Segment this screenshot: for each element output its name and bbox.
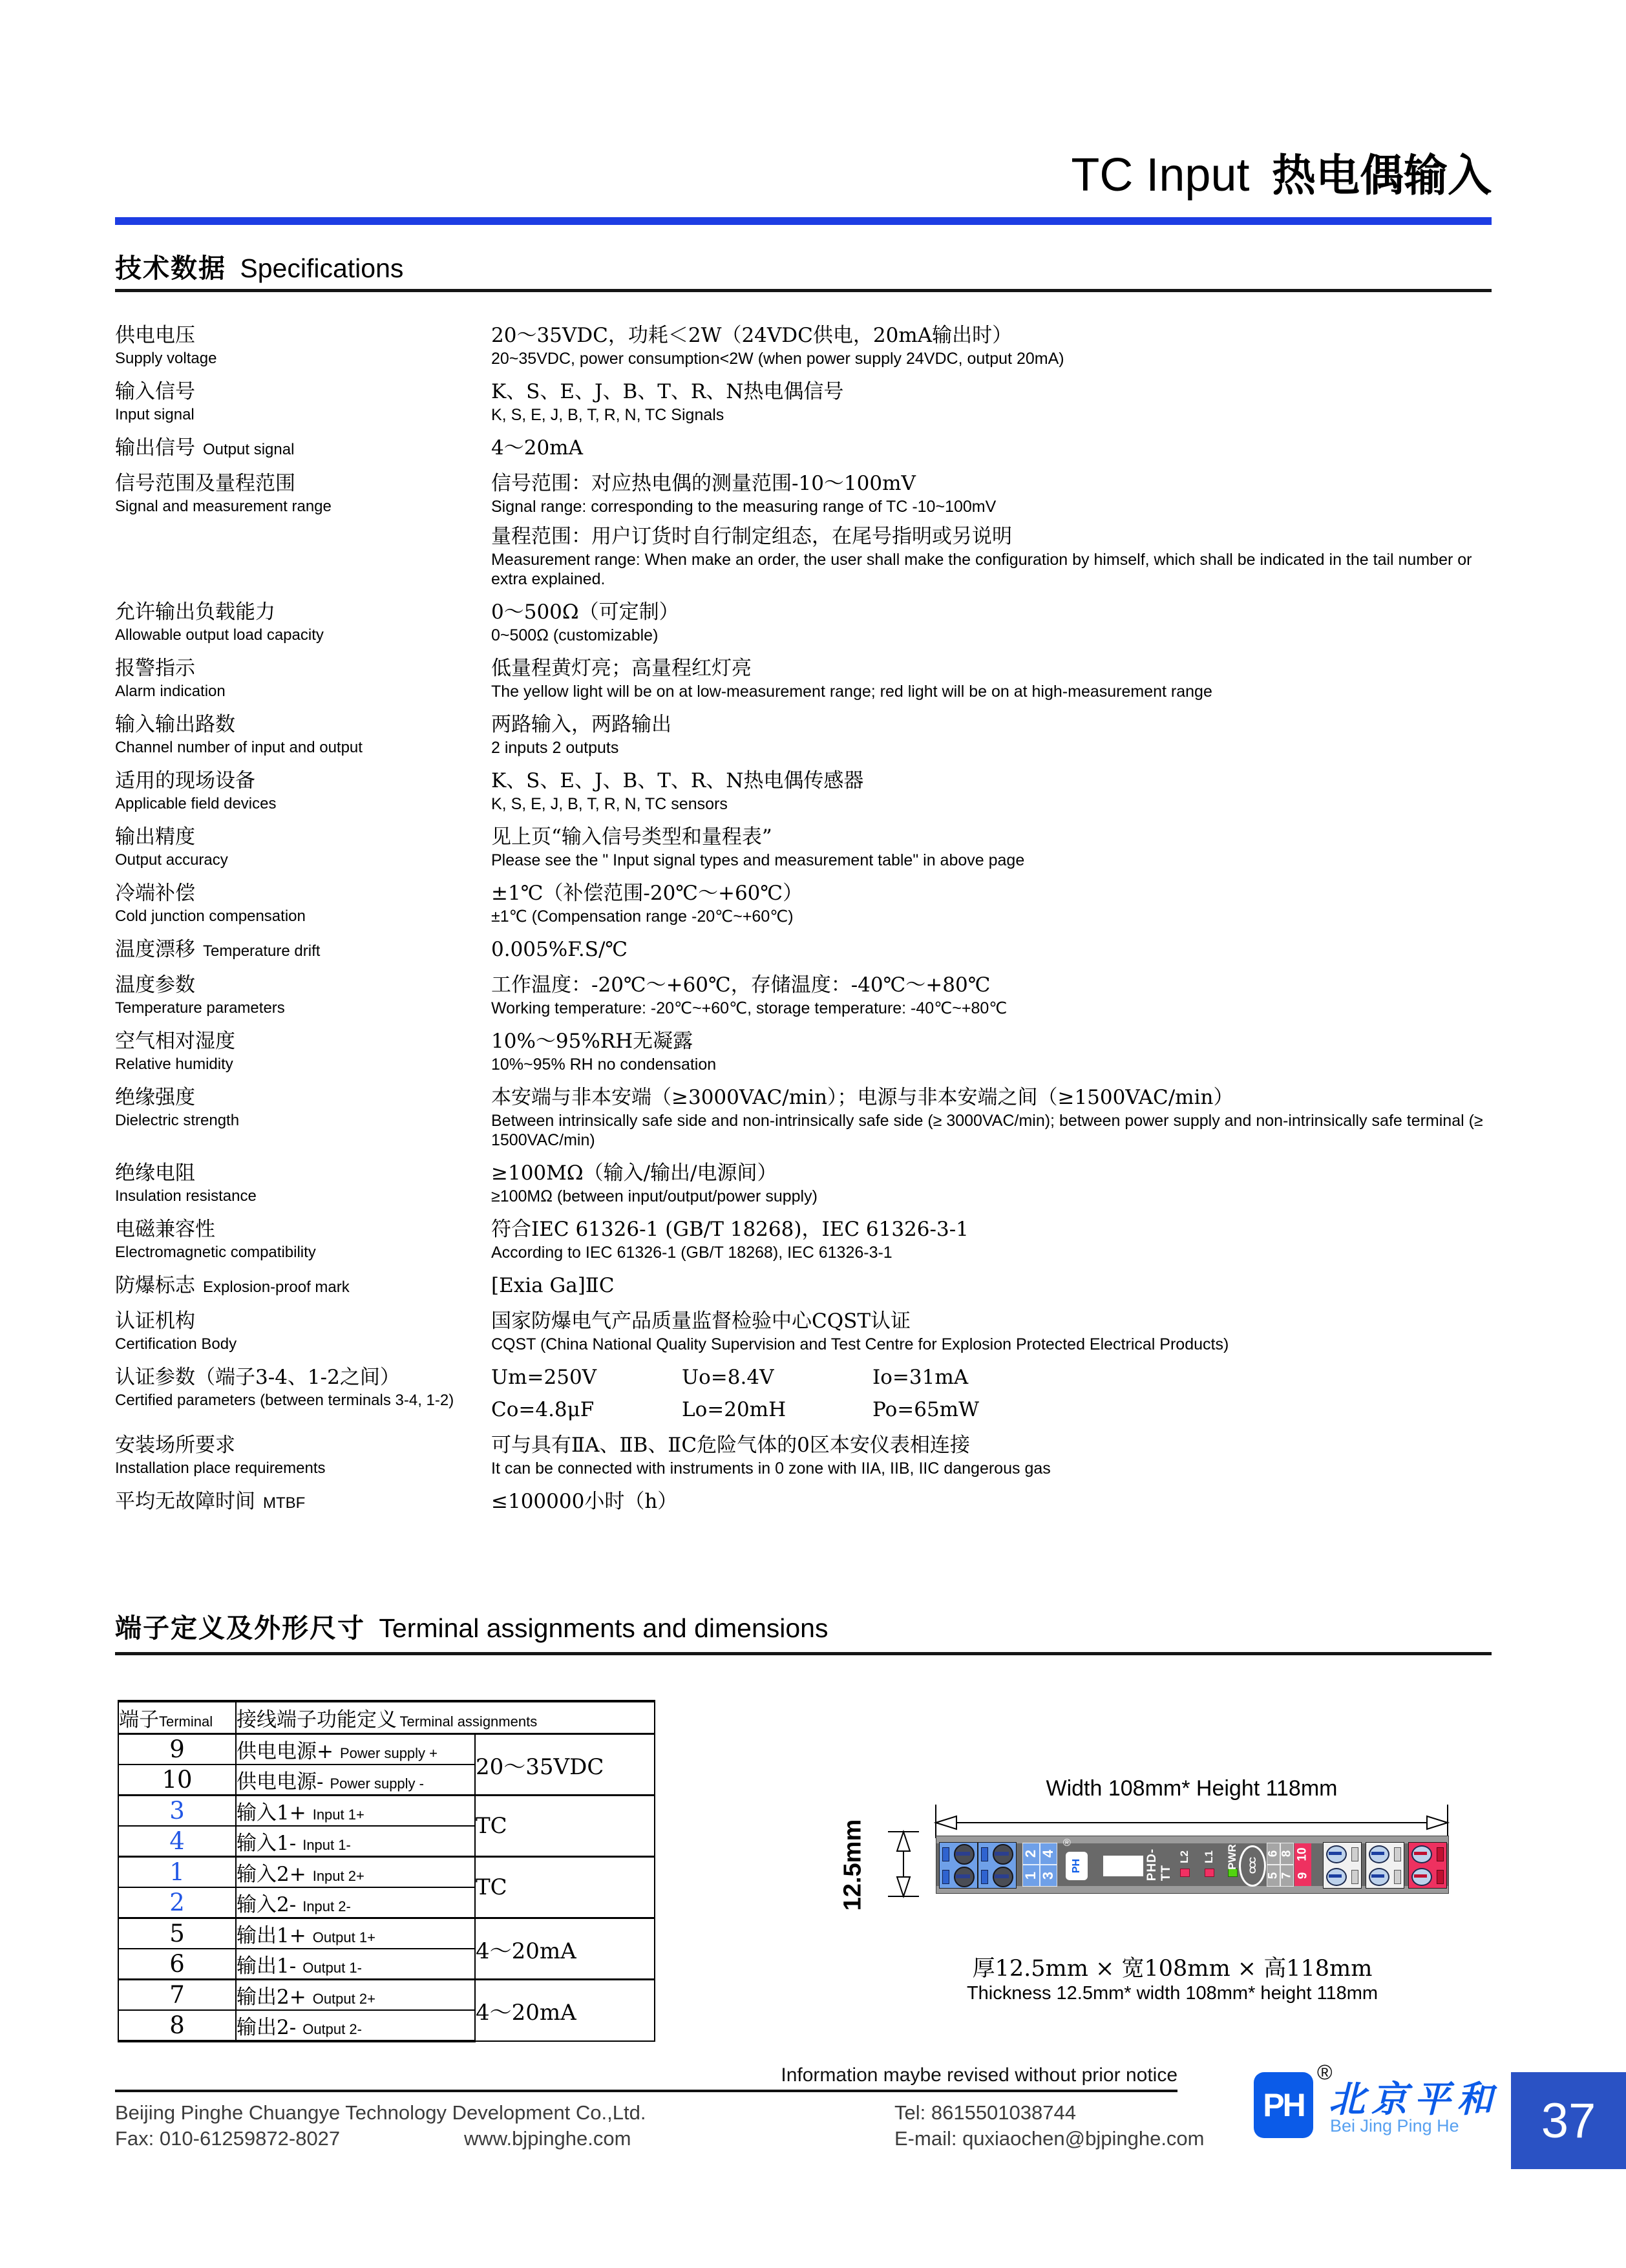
spec-value-cn: ±1℃（补偿范围-20℃～+60℃） (491, 882, 803, 905)
specifications-heading-cn: 技术数据 (115, 253, 226, 284)
spec-value-cn: 低量程黄灯亮；高量程红灯亮 (491, 657, 752, 680)
terminal-col2-cn: 接线端子功能定义 (237, 1708, 397, 1732)
spec-row-mtbf (115, 1489, 1511, 1514)
spec-value-cn: 两路输入，两路输出 (491, 713, 671, 736)
table-row (118, 1796, 655, 1827)
terminal-block-red (1408, 1842, 1447, 1889)
terminal-group-value: 4～20mA (475, 1980, 655, 2042)
terminal-group-value: 20～35VDC (475, 1734, 655, 1796)
terminal-screw (993, 1867, 1013, 1887)
terminal-func-cn: 输入2- (237, 1893, 297, 1916)
table-row (118, 1857, 655, 1888)
terminal-block-white (1366, 1842, 1404, 1889)
spec-row-temperature-drift (115, 937, 1511, 962)
terminal-number: 1 (118, 1857, 236, 1888)
terminal-number: 10 (118, 1765, 236, 1796)
spec-value-en: Please see the " Input signal types and measurement table" in above page (491, 851, 1025, 869)
terminal-number: 3 (118, 1796, 236, 1827)
terminal-number: 9 (118, 1734, 236, 1765)
terminal-block-white (1323, 1842, 1362, 1889)
spec-row-certified-parameters (115, 1365, 1511, 1422)
spec-label-cn: 绝缘电阻 (115, 1161, 195, 1185)
spec-value-cn: 见上页“输入信号类型和量程表” (491, 825, 772, 849)
led-l1: L1 (1200, 1836, 1218, 1891)
spec-value2-en: Measurement range: When make an order, the user shall make the configuration by himself, which shall be indicated in the tail number or extra explained. (491, 551, 1472, 588)
spec-value-cn: 本安端与非本安端（≥3000VAC/min）；电源与非本安端之间（≥1500VAC/min） (491, 1086, 1234, 1109)
spec-row-installation-place (115, 1433, 1511, 1478)
spec-label-en: Allowable output load capacity (115, 626, 324, 644)
spec-value-en: 0~500Ω (customizable) (491, 626, 659, 644)
spec-value-en: Working temperature: -20℃~+60℃, storage temperature: -40℃~+80℃ (491, 999, 1008, 1017)
spec-label-en: Signal and measurement range (115, 498, 332, 515)
wire-slot (1351, 1847, 1358, 1861)
width-dimension-arrow (931, 1801, 1453, 1841)
page-title (115, 141, 1492, 204)
terminal-func-en: Output 2- (302, 2021, 362, 2037)
terminal-screw (954, 1867, 975, 1887)
spec-label-cn: 供电电压 (115, 324, 195, 347)
spec-row-field-devices (115, 768, 1511, 814)
wire-slot (981, 1870, 988, 1884)
wire-slot (981, 1847, 988, 1861)
spec-value-en: Signal range: corresponding to the measuring range of TC -10~100mV (491, 498, 997, 516)
spec-row-dielectric-strength (115, 1085, 1511, 1150)
spec-row-temperature-parameters (115, 973, 1511, 1018)
spec-value-cn: K、S、E、J、B、T、R、N热电偶传感器 (491, 769, 864, 792)
spec-label-en: Certified parameters (between terminals 3-4, 1-2) (115, 1392, 454, 1409)
terminal-block-blue (939, 1842, 978, 1889)
terminals-heading (115, 1607, 1492, 1645)
spec-label-cn: 安装场所要求 (115, 1434, 235, 1457)
spec-value-cn: ≥100MΩ（输入/输出/电源间） (491, 1161, 777, 1185)
table-row (118, 1918, 655, 1949)
spec-label-cn: 冷端补偿 (115, 882, 195, 905)
footer-tel: Tel: 8615501038744 (894, 2101, 1076, 2124)
spec-value-en: 2 inputs 2 outputs (491, 739, 619, 757)
terminal-func-cn: 供电电源+ (237, 1740, 333, 1763)
wire-slot (1351, 1870, 1358, 1884)
title-accent-rule (115, 217, 1492, 225)
spec-label-cn: 适用的现场设备 (115, 769, 255, 792)
led-red-icon (1180, 1869, 1190, 1877)
spec-label-en: Supply voltage (115, 350, 217, 367)
cert-param-um: Um=250V (491, 1366, 597, 1389)
spec-value-en: 10%~95% RH no condensation (491, 1055, 717, 1074)
spec-label-en: Relative humidity (115, 1055, 233, 1073)
spec-label-en: Applicable field devices (115, 795, 277, 812)
spec-row-signal-range (115, 471, 1511, 589)
spec-label-cn: 信号范围及量程范围 (115, 472, 295, 495)
terminal-func-en: Power supply - (330, 1775, 424, 1792)
spec-value-cn: ≤100000小时（h） (491, 1490, 678, 1513)
terminal-func-en: Input 1- (302, 1837, 351, 1853)
device-power-terminal-numbers: 10 9 (1294, 1843, 1311, 1886)
terminal-group-value: TC (475, 1796, 655, 1857)
spec-value-cn: 符合IEC 61326-1 (GB/T 18268)，IEC 61326-3-1 (491, 1218, 969, 1241)
spec-value-en: ≥100MΩ (between input/output/power supply) (491, 1187, 818, 1205)
spec-label-en: Certification Body (115, 1335, 237, 1353)
spec-value-cn: 0～500Ω（可定制） (491, 600, 679, 624)
spec-value-cn: 4～20mA (491, 436, 583, 460)
table-row (118, 1980, 655, 2011)
spec-label-cn: 平均无故障时间 (115, 1490, 255, 1513)
spec-row-output-accuracy (115, 825, 1511, 870)
page-title-en: TC Input (1071, 149, 1250, 201)
spec-label-en: Channel number of input and output (115, 739, 363, 756)
spec-label-cn: 电磁兼容性 (115, 1218, 215, 1241)
terminal-screw (993, 1844, 1013, 1865)
company-logo-icon: PH (1254, 2072, 1313, 2138)
spec-row-input-signal (115, 379, 1511, 425)
terminal-screw (1326, 1868, 1347, 1886)
spec-row-certification-body (115, 1309, 1511, 1354)
terminal-screw (1411, 1845, 1432, 1863)
spec-label-en: Installation place requirements (115, 1459, 326, 1477)
spec-value-en: K, S, E, J, B, T, R, N, TC Signals (491, 406, 724, 424)
specifications-rule (115, 289, 1492, 292)
spec-value-cn: 国家防爆电气产品质量监督检验中心CQST认证 (491, 1309, 911, 1333)
led-l2: L2 (1176, 1836, 1194, 1891)
spec-label-en: Alarm indication (115, 683, 226, 700)
spec-label-cn: 报警指示 (115, 657, 195, 680)
device-width-dimension-label: Width 108mm* Height 118mm (1046, 1776, 1338, 1801)
footer-website[interactable]: www.bjpinghe.com (464, 2127, 631, 2150)
terminal-screw (1369, 1845, 1389, 1863)
spec-label-cn: 输入信号 (115, 380, 195, 403)
terminal-func-cn: 输出1+ (237, 1924, 306, 1947)
spec-value-en: According to IEC 61326-1 (GB/T 18268), IEC 61326-3-1 (491, 1244, 892, 1262)
terminal-screw (1369, 1868, 1389, 1886)
terminal-screw (1326, 1845, 1347, 1863)
spec-label-cn: 认证机构 (115, 1309, 195, 1333)
wire-slot (1394, 1870, 1401, 1884)
terminal-col1-cn: 端子 (119, 1708, 159, 1732)
spec-label-cn: 绝缘强度 (115, 1086, 195, 1109)
company-logo-cn: 北京平和 (1329, 2078, 1499, 2121)
terminal-func-en: Output 1+ (312, 1929, 375, 1945)
footer-rule (115, 2090, 1177, 2092)
spec-row-relative-humidity (115, 1029, 1511, 1074)
spec-value-cn: 10%～95%RH无凝露 (491, 1030, 693, 1053)
terminal-block-blue (978, 1842, 1017, 1889)
spec-label-en: Input signal (115, 406, 195, 423)
specifications-heading (115, 247, 1492, 285)
spec-list (115, 323, 1511, 1525)
terminal-func-cn: 输出2+ (237, 1986, 306, 2009)
wire-slot (942, 1847, 949, 1861)
device-label-window (1103, 1856, 1143, 1876)
terminal-number: 6 (118, 1949, 236, 1980)
spec-label-cn: 输出信号 (115, 436, 195, 460)
cert-param-po: Po=65mW (872, 1398, 979, 1421)
spec-row-insulation-resistance (115, 1161, 1511, 1206)
wire-slot (942, 1870, 949, 1884)
terminal-col1-en: Terminal (159, 1713, 213, 1730)
spec-label-en: Explosion-proof mark (203, 1278, 350, 1296)
terminal-func-en: Input 2+ (312, 1868, 364, 1884)
wire-slot (1437, 1847, 1444, 1861)
table-row (118, 1734, 655, 1765)
spec-row-output-signal (115, 436, 1511, 460)
spec-label-cn: 允许输出负载能力 (115, 600, 275, 624)
terminal-func-cn: 输入1- (237, 1832, 297, 1855)
terminal-func-cn: 输出2- (237, 2016, 297, 2039)
terminal-table (118, 1700, 655, 2042)
spec-label-cn: 输入输出路数 (115, 713, 235, 736)
terminals-heading-en: Terminal assignments and dimensions (379, 1613, 829, 1643)
spec-label-en: Electromagnetic compatibility (115, 1244, 316, 1261)
spec-value-en: CQST (China National Quality Supervision and Test Centre for Explosion Protected Electrical Products) (491, 1335, 1229, 1353)
ph-logo-icon: PH (1066, 1852, 1088, 1880)
terminal-group-value: 4～20mA (475, 1918, 655, 1980)
spec-label-cn: 空气相对湿度 (115, 1030, 235, 1053)
terminal-func-cn: 供电电源- (237, 1770, 324, 1794)
spec-label-en: Output accuracy (115, 851, 228, 869)
wire-slot (1437, 1870, 1444, 1884)
spec-value-en: K, S, E, J, B, T, R, N, TC sensors (491, 795, 728, 813)
device-input-terminal-numbers: 2 4 1 3 (1023, 1843, 1057, 1886)
spec-label-en: Cold junction compensation (115, 907, 306, 925)
device-model-text: PHD-TT (1145, 1848, 1174, 1881)
device-size-en: Thickness 12.5mm* width 108mm* height 118mm (966, 1983, 1378, 2004)
spec-label-en: Insulation resistance (115, 1187, 257, 1205)
terminal-func-en: Input 2- (302, 1898, 351, 1914)
footer-fax: Fax: 010-61259872-8027 (115, 2127, 341, 2150)
spec-value-en: ±1℃ (Compensation range -20℃~+60℃) (491, 907, 794, 926)
spec-value-cn: 20～35VDC，功耗＜2W（24VDC供电，20mA输出时） (491, 324, 1013, 347)
terminal-number: 5 (118, 1918, 236, 1949)
registered-mark-icon: ® (1317, 2061, 1333, 2084)
spec-row-cold-junction (115, 881, 1511, 926)
page-title-cn: 热电偶输入 (1271, 150, 1492, 202)
spec-row-alarm-indication (115, 656, 1511, 701)
terminal-func-cn: 输入1+ (237, 1801, 306, 1825)
led-pwr: PWR (1223, 1836, 1241, 1891)
spec-label-cn: 认证参数（端子3-4、1-2之间） (115, 1366, 400, 1389)
wire-slot (1394, 1847, 1401, 1861)
cert-param-uo: Uo=8.4V (682, 1366, 774, 1389)
terminal-func-cn: 输出1- (237, 1955, 297, 1978)
ccc-mark-icon: CCC (1239, 1845, 1266, 1887)
cert-param-co: Co=4.8μF (491, 1398, 595, 1421)
spec-label-en: Dielectric strength (115, 1112, 240, 1129)
spec-row-explosion-proof-mark (115, 1273, 1511, 1298)
spec-value-en: The yellow light will be on at low-measurement range; red light will be on at high-measurement range (491, 683, 1212, 701)
spec-value-cn: 信号范围：对应热电偶的测量范围-10～100mV (491, 472, 916, 495)
footer-company: Beijing Pinghe Chuangye Technology Development Co.,Ltd. (115, 2101, 646, 2124)
terminal-screw (954, 1844, 975, 1865)
terminal-col2-en: Terminal assignments (399, 1713, 538, 1730)
terminal-table-header (118, 1701, 655, 1734)
terminal-screw (1411, 1868, 1432, 1886)
device-thickness-dimension-label: 12.5mm (839, 1819, 867, 1911)
terminal-number: 8 (118, 2010, 236, 2041)
specifications-heading-en: Specifications (240, 253, 404, 283)
terminal-number: 2 (118, 1887, 236, 1918)
registered-mark-icon: ® (1063, 1838, 1071, 1849)
spec-label-cn: 温度参数 (115, 973, 195, 997)
spec-value-en: Between intrinsically safe side and non-intrinsically safe side (≥ 3000VAC/min); between power supply and non-intrinsically safe terminal (≥ 1500VAC/min) (491, 1112, 1483, 1149)
cert-param-io: Io=31mA (872, 1366, 969, 1389)
spec-value-cn: 可与具有ⅡA、ⅡB、ⅡC危险气体的0区本安仪表相连接 (491, 1434, 970, 1457)
spec-value-en: It can be connected with instruments in 0 zone with IIA, IIB, IIC dangerous gas (491, 1459, 1051, 1478)
terminal-func-cn: 输入2+ (237, 1863, 306, 1886)
spec-label-cn: 防爆标志 (115, 1274, 195, 1297)
spec-label-en: MTBF (263, 1494, 306, 1512)
device-diagram (936, 1836, 1449, 1894)
led-red-icon (1205, 1869, 1214, 1877)
terminal-number: 4 (118, 1826, 236, 1857)
spec-label-en: Temperature parameters (115, 999, 285, 1017)
terminal-func-en: Input 1+ (312, 1807, 364, 1823)
spec-value2-cn: 量程范围：用户订货时自行制定组态，在尾号指明或另说明 (491, 525, 1012, 548)
terminal-number: 7 (118, 1980, 236, 2011)
page-number-badge: 37 (1511, 2072, 1626, 2169)
revision-notice: Information maybe revised without prior notice (781, 2064, 1177, 2086)
terminal-func-en: Output 1- (302, 1960, 362, 1976)
spec-label-en: Output signal (203, 441, 295, 458)
terminal-group-value: TC (475, 1857, 655, 1918)
terminals-heading-cn: 端子定义及外形尺寸 (115, 1613, 365, 1644)
spec-label-cn: 输出精度 (115, 825, 195, 849)
spec-row-supply-voltage (115, 323, 1511, 368)
device-size-cn: 厚12.5mm × 宽108mm × 高118mm (972, 1956, 1373, 1982)
spec-value-cn: K、S、E、J、B、T、R、N热电偶信号 (491, 380, 844, 403)
spec-value-cn: 0.005%F.S/℃ (491, 938, 628, 961)
spec-value-en: 20~35VDC, power consumption<2W (when power supply 24VDC, output 20mA) (491, 350, 1064, 368)
device-output-terminal-numbers: 6 8 5 7 (1267, 1843, 1293, 1886)
thickness-dimension-arrow (884, 1827, 923, 1902)
spec-value-cn: [Exia Ga]ⅡC (491, 1274, 615, 1297)
spec-value-cn: 工作温度：-20℃～+60℃，存储温度：-40℃～+80℃ (491, 973, 991, 997)
spec-row-emc (115, 1217, 1511, 1262)
spec-label-cn: 温度漂移 (115, 938, 195, 961)
spec-label-en: Temperature drift (203, 942, 321, 960)
footer-email[interactable]: E-mail: quxiaochen@bjpinghe.com (894, 2127, 1205, 2150)
terminal-func-en: Power supply + (339, 1745, 438, 1761)
terminals-rule (115, 1652, 1492, 1655)
spec-row-load-capacity (115, 600, 1511, 645)
terminal-func-en: Output 2+ (312, 1991, 375, 2007)
cert-param-lo: Lo=20mH (682, 1398, 787, 1421)
spec-row-channel-number (115, 712, 1511, 758)
company-logo-en: Bei Jing Ping He (1330, 2116, 1459, 2136)
